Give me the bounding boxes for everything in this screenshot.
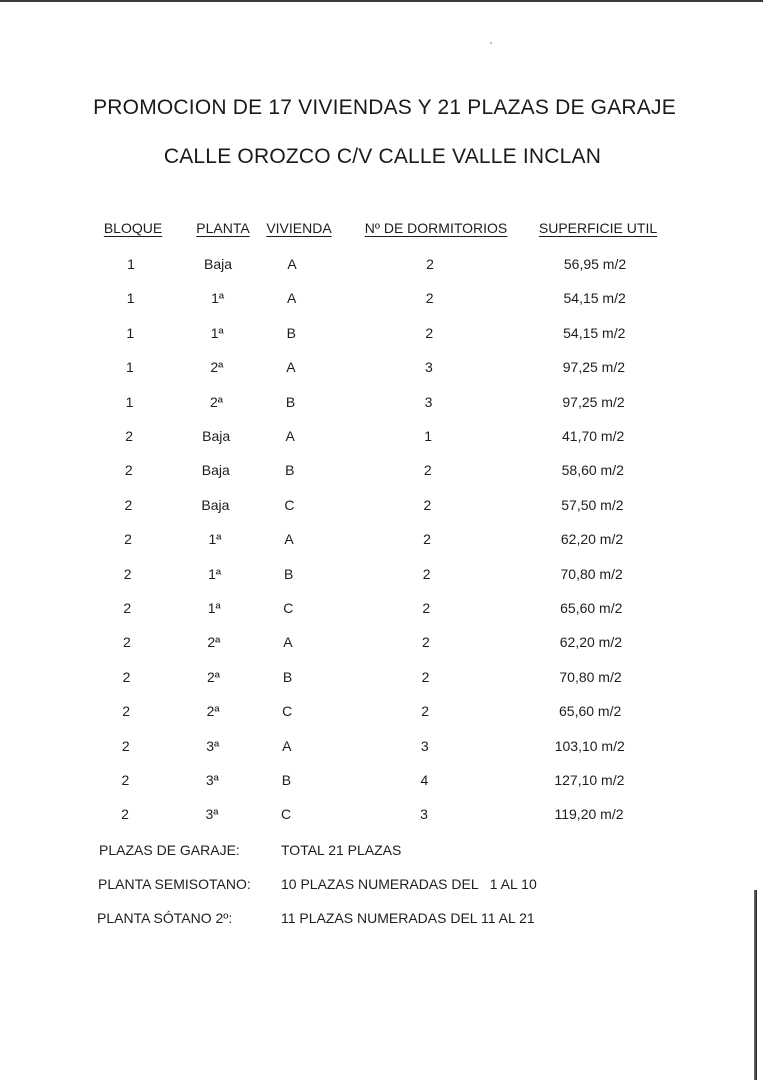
garage-label: PLANTA SÓTANO 2º: (97, 910, 233, 926)
garage-value: 10 PLAZAS NUMERADAS DEL 1 AL 10 (281, 876, 537, 892)
scan-speck (490, 42, 492, 44)
table-cell-superficie: 97,25 m/2 (562, 393, 625, 410)
table-cell-vivienda: C (284, 496, 295, 513)
table-cell-vivienda: C (280, 806, 292, 823)
table-cell-vivienda: A (287, 256, 297, 272)
garage-label: PLAZAS DE GARAJE: (99, 842, 240, 858)
table-cell-planta: Baja (203, 256, 233, 272)
table-cell-vivienda: B (281, 772, 292, 788)
table-cell-vivienda: C (282, 703, 293, 720)
table-cell-planta: Baja (202, 428, 231, 444)
table-cell-dormitorios: 2 (423, 462, 432, 479)
table-cell-dormitorios: 4 (420, 772, 429, 788)
table-cell-superficie: 41,70 m/2 (561, 428, 625, 444)
column-header-superficie: SUPERFICIE UTIL (538, 220, 658, 236)
scan-edge-shadow (754, 890, 757, 1080)
table-cell-vivienda: B (283, 565, 294, 582)
table-cell-vivienda: B (282, 668, 293, 685)
table-cell-vivienda: A (282, 737, 292, 754)
column-header-dormitorios: Nº DE DORMITORIOS (364, 220, 508, 236)
table-cell-dormitorios: 2 (423, 531, 431, 548)
table-cell-superficie: 54,15 m/2 (563, 324, 626, 341)
table-cell-planta: 3ª (205, 772, 219, 788)
table-cell-dormitorios: 2 (422, 600, 431, 616)
table-cell-bloque: 2 (123, 565, 132, 582)
table-cell-bloque: 1 (125, 359, 134, 376)
table-cell-planta: 2ª (207, 668, 220, 685)
table-cell-superficie: 57,50 m/2 (561, 496, 624, 513)
table-cell-superficie: 58,60 m/2 (561, 462, 624, 479)
table-cell-superficie: 70,80 m/2 (559, 668, 622, 685)
table-cell-planta: 1ª (210, 324, 224, 341)
table-cell-dormitorios: 2 (425, 290, 434, 307)
table-cell-superficie: 103,10 m/2 (554, 737, 625, 754)
table-cell-dormitorios: 2 (423, 496, 432, 513)
table-cell-planta: 3ª (206, 737, 220, 754)
table-cell-vivienda: A (283, 634, 293, 651)
table-cell-dormitorios: 2 (425, 324, 434, 341)
table-cell-bloque: 1 (127, 256, 135, 272)
column-header-planta: PLANTA (196, 220, 250, 236)
table-cell-planta: 2ª (206, 703, 220, 720)
table-cell-superficie: 65,60 m/2 (560, 600, 623, 616)
table-cell-dormitorios: 2 (422, 565, 431, 582)
table-cell-dormitorios: 2 (421, 668, 430, 685)
table-cell-superficie: 119,20 m/2 (554, 806, 624, 823)
table-cell-planta: 1ª (211, 290, 225, 307)
table-cell-bloque: 2 (124, 462, 133, 479)
table-cell-planta: 1ª (208, 531, 222, 548)
table-cell-bloque: 2 (122, 634, 131, 651)
table-cell-superficie: 54,15 m/2 (563, 290, 626, 307)
table-cell-vivienda: A (285, 428, 295, 444)
table-cell-vivienda: A (284, 531, 294, 548)
table-cell-vivienda: C (283, 600, 294, 616)
garage-value: TOTAL 21 PLAZAS (281, 842, 402, 858)
garage-value: 11 PLAZAS NUMERADAS DEL 11 AL 21 (281, 910, 535, 926)
garage-label: PLANTA SEMISOTANO: (98, 876, 251, 892)
column-header-bloque: BLOQUE (103, 220, 163, 236)
table-cell-bloque: 1 (126, 290, 135, 307)
table-cell-dormitorios: 2 (421, 634, 430, 651)
table-cell-vivienda: B (285, 393, 296, 410)
table-cell-dormitorios: 3 (424, 393, 433, 410)
table-cell-superficie: 97,25 m/2 (562, 359, 626, 376)
table-cell-superficie: 62,20 m/2 (560, 531, 624, 548)
table-cell-bloque: 2 (124, 531, 132, 548)
table-cell-planta: 1ª (208, 565, 222, 582)
table-cell-superficie: 56,95 m/2 (563, 256, 627, 272)
table-cell-dormitorios: 1 (424, 428, 433, 444)
table-cell-bloque: 2 (121, 737, 130, 754)
table-cell-vivienda: B (285, 462, 295, 479)
table-cell-superficie: 127,10 m/2 (554, 772, 625, 788)
table-cell-vivienda: A (286, 290, 297, 307)
column-header-vivienda: VIVIENDA (266, 220, 332, 236)
table-cell-dormitorios: 3 (420, 806, 428, 823)
table-cell-superficie: 65,60 m/2 (558, 703, 622, 720)
document-subtitle-address: CALLE OROZCO C/V CALLE VALLE INCLAN (163, 145, 602, 168)
table-cell-planta: 2ª (210, 393, 223, 410)
table-cell-dormitorios: 2 (426, 256, 434, 272)
table-cell-bloque: 2 (124, 496, 133, 513)
document-title: PROMOCION DE 17 VIVIENDAS Y 21 PLAZAS DE GARAJE (93, 96, 676, 119)
table-cell-bloque: 2 (122, 668, 131, 685)
table-cell-planta: Baja (201, 496, 230, 513)
page-top-edge (0, 0, 763, 2)
table-cell-superficie: 62,20 m/2 (559, 634, 623, 651)
table-cell-dormitorios: 3 (420, 737, 429, 754)
table-cell-dormitorios: 3 (424, 359, 433, 376)
table-cell-bloque: 2 (122, 703, 131, 720)
table-cell-bloque: 1 (125, 393, 134, 410)
table-cell-vivienda: B (286, 324, 296, 341)
table-cell-bloque: 2 (125, 428, 134, 444)
table-cell-planta: 2ª (210, 359, 224, 376)
table-cell-superficie: 70,80 m/2 (560, 565, 623, 582)
table-cell-planta: Baja (201, 462, 230, 479)
table-cell-bloque: 2 (123, 600, 132, 616)
table-cell-bloque: 1 (126, 324, 135, 341)
table-cell-bloque: 2 (121, 772, 130, 788)
table-cell-planta: 1ª (207, 600, 221, 616)
table-cell-dormitorios: 2 (421, 703, 430, 720)
table-cell-vivienda: A (286, 359, 296, 376)
table-cell-planta: 2ª (207, 634, 221, 651)
table-cell-bloque: 2 (121, 806, 129, 823)
table-cell-planta: 3ª (205, 806, 219, 823)
